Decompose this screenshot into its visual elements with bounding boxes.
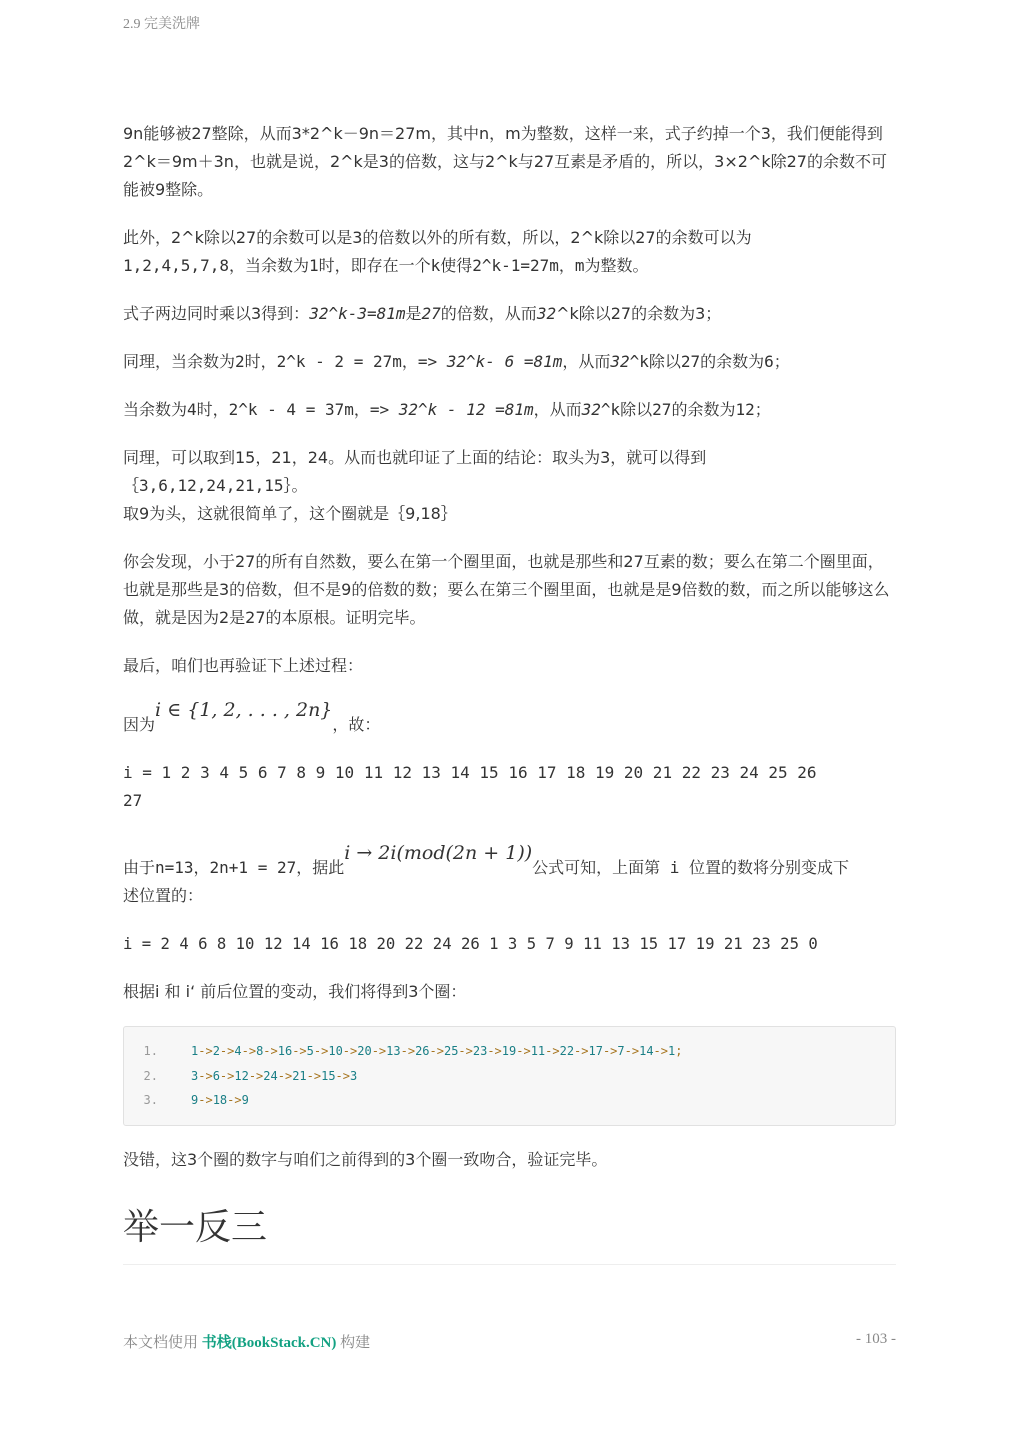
p3-number: 27 [421, 304, 441, 323]
p4-text: 同理，当余数为2时，2^k - 2 = 27m，=> [123, 352, 447, 371]
code-arrow: -> [248, 1068, 264, 1083]
paragraph-11 [123, 842, 896, 910]
code-number: 22 [559, 1044, 575, 1058]
code-arrow: -> [306, 1068, 322, 1083]
p4-text-2: ，从而 [562, 352, 611, 371]
p9-text: 因为 [123, 715, 156, 734]
p3-text-3: 的倍数，从而 [440, 304, 537, 323]
code-number: 23 [472, 1044, 488, 1058]
p3-text: 式子两边同时乘以3得到： [123, 304, 310, 323]
p5-text-3: ^k除以27的余数为12； [600, 400, 771, 419]
paragraph-2-line-2: 1,2,4,5,7,8，当余数为1时，即存在一个k使得2^k-1=27m，m为整数。 [123, 256, 649, 275]
code-arrow: -> [292, 1044, 307, 1058]
code-number: 13 [386, 1044, 401, 1058]
code-line-1 [124, 1039, 895, 1064]
math-mapping-formula: i → 2i(mod(2n + 1)) [344, 842, 533, 864]
p4-formula: 32^k- 6 =81m [446, 352, 563, 371]
code-number: 4 [234, 1044, 242, 1058]
p6-line-1: 同理，可以取到15，21，24。从而也就印证了上面的结论：取头为3，就可以得到 [123, 448, 707, 467]
code-number: 5 [306, 1044, 314, 1058]
footer-brand-link[interactable]: 书栈(BookStack.CN) [201, 1335, 337, 1351]
paragraph-2 [123, 224, 896, 280]
code-arrow: -> [219, 1068, 235, 1083]
paragraph-1: 9n能够被27整除，从而3*2^k－9n＝27m，其中n，m为整数，这样一来，式子约掉一个3，我们便能得到2^k＝9m＋3n，也就是说，2^k是3的倍数，这与2^k与27互素是矛盾的，所以，3×2^k除27的余数不可能被9整除。 [123, 124, 887, 199]
code-arrow: -> [371, 1044, 387, 1058]
code-number: 1 [191, 1044, 199, 1058]
p5-text: 当余数为4时，2^k - 4 = 37m，=> [123, 400, 399, 419]
code-arrow: -> [219, 1044, 235, 1058]
code-number: 15 [321, 1068, 336, 1083]
code-arrow: -> [400, 1044, 416, 1058]
p5-text-2: ，从而 [533, 400, 582, 419]
code-number: 14 [639, 1044, 654, 1058]
code-arrow: -> [227, 1093, 242, 1107]
p4-number: 32 [610, 352, 630, 371]
page-number: - 103 - [856, 1331, 896, 1347]
p5-formula: 32^k - 12 =81m [398, 400, 534, 419]
code-arrow: -> [342, 1044, 358, 1058]
code-semicolon: ; [675, 1044, 683, 1058]
p4-text-3: ^k除以27的余数为6； [629, 352, 790, 371]
code-arrow: -> [429, 1044, 444, 1058]
section-heading: 举一反三 [123, 1204, 896, 1265]
code-content [191, 1069, 357, 1083]
paragraph-10 [123, 759, 896, 815]
code-number: 26 [415, 1044, 430, 1058]
code-block [123, 1026, 896, 1126]
p11-text-3: 述位置的： [123, 886, 204, 905]
code-number: 6 [212, 1068, 220, 1083]
p3-formula: 32^k-3=81m [309, 304, 406, 323]
footer-suffix: 构建 [336, 1335, 371, 1351]
code-number: 17 [588, 1044, 603, 1058]
p11-text: 由于n=13，2n+1 = 27，据此 [123, 858, 345, 877]
code-arrow: -> [277, 1068, 293, 1083]
p3-text-4: ^k除以27的余数为3； [556, 304, 722, 323]
math-set-formula: i ∈ {1, 2, . . . , 2n} [155, 699, 333, 721]
index-sequence-line-2: 27 [123, 791, 143, 810]
code-number: 9 [191, 1093, 199, 1107]
code-number: 3 [350, 1068, 358, 1083]
code-number: 21 [292, 1068, 307, 1083]
code-number: 2 [212, 1044, 220, 1058]
code-number: 12 [234, 1068, 249, 1083]
line-number: 2. [143, 1068, 158, 1083]
code-line-3 [124, 1088, 895, 1113]
code-arrow: -> [263, 1044, 278, 1058]
paragraph-13: 根据i 和 i‘ 前后位置的变动，我们将得到3个圈： [123, 982, 467, 1001]
code-arrow: -> [602, 1044, 618, 1058]
p6-line-2: ｛3,6,12,24,21,15｝。 [123, 476, 308, 495]
code-number: 8 [256, 1044, 264, 1058]
code-arrow: -> [241, 1044, 257, 1058]
code-number: 24 [263, 1068, 278, 1083]
code-content [191, 1093, 249, 1107]
code-arrow: -> [545, 1044, 560, 1058]
code-arrow: -> [198, 1093, 213, 1107]
paragraph-3 [123, 300, 896, 328]
code-arrow: -> [198, 1044, 213, 1058]
code-number: 10 [328, 1044, 343, 1058]
paragraph-4 [123, 348, 896, 376]
paragraph-12: i = 2 4 6 8 10 12 14 16 18 20 22 24 26 1 3 5 7 9 11 13 15 17 19 21 23 25 0 [123, 935, 818, 953]
code-arrow: -> [624, 1044, 640, 1058]
code-arrow: -> [653, 1044, 668, 1058]
code-number: 20 [357, 1044, 372, 1058]
code-number: 1 [668, 1044, 676, 1058]
code-arrow: -> [458, 1044, 473, 1058]
paragraph-7: 你会发现，小于27的所有自然数，要么在第一个圈里面，也就是那些和27互素的数；要么在第二个圈里面，也就是那些是3的倍数，但不是9的倍数的数；要么在第三个圈里面，也就是是9倍数的数，而之所以能够这么做，就是因为2是27的本原根。证明完毕。 [123, 552, 890, 627]
code-line-2 [124, 1064, 895, 1089]
index-sequence-line-1: i = 1 2 3 4 5 6 7 8 9 10 11 12 13 14 15 16 17 18 19 20 21 22 23 24 25 26 [123, 763, 817, 782]
paragraph-5 [123, 396, 896, 424]
code-number: 19 [501, 1044, 517, 1058]
code-content [191, 1044, 682, 1058]
code-arrow: -> [574, 1044, 589, 1058]
p6-line-3: 取9为头，这就很简单了，这个圈就是｛9,18｝ [123, 504, 457, 523]
code-arrow: -> [335, 1068, 350, 1083]
paragraph-14: 没错，这3个圈的数字与咱们之前得到的3个圈一致吻合，验证完毕。 [123, 1150, 608, 1169]
p5-number: 32 [581, 400, 601, 419]
code-number: 9 [241, 1093, 249, 1107]
p3-text-2: 是 [405, 304, 422, 323]
code-number: 11 [530, 1044, 546, 1058]
code-number: 3 [191, 1068, 199, 1083]
paragraph-6 [123, 444, 896, 528]
line-number: 3. [143, 1093, 158, 1107]
paragraph-9 [123, 699, 896, 739]
page-footer [123, 1331, 896, 1352]
p9-text-2: ，故： [332, 715, 381, 734]
code-arrow: -> [313, 1044, 329, 1058]
code-arrow: -> [516, 1044, 531, 1058]
code-number: 25 [443, 1044, 459, 1058]
footer-prefix: 本文档使用 [123, 1335, 202, 1351]
code-number: 16 [277, 1044, 293, 1058]
line-number: 1. [143, 1044, 158, 1058]
code-arrow: -> [487, 1044, 502, 1058]
p3-number-2: 32 [536, 304, 557, 323]
p11-text-2: 公式可知，上面第 i 位置的数将分别变成下 [532, 858, 850, 877]
paragraph-8: 最后，咱们也再验证下上述过程： [123, 656, 364, 675]
document-body [123, 120, 896, 1265]
page-header-title: 2.9 完美洗牌 [123, 17, 200, 32]
code-number: 7 [617, 1044, 625, 1058]
paragraph-2-line-1: 此外，2^k除以27的余数可以是3的倍数以外的所有数，所以，2^k除以27的余数可以为 [123, 228, 752, 247]
code-number: 18 [212, 1093, 228, 1107]
code-arrow: -> [198, 1068, 213, 1083]
